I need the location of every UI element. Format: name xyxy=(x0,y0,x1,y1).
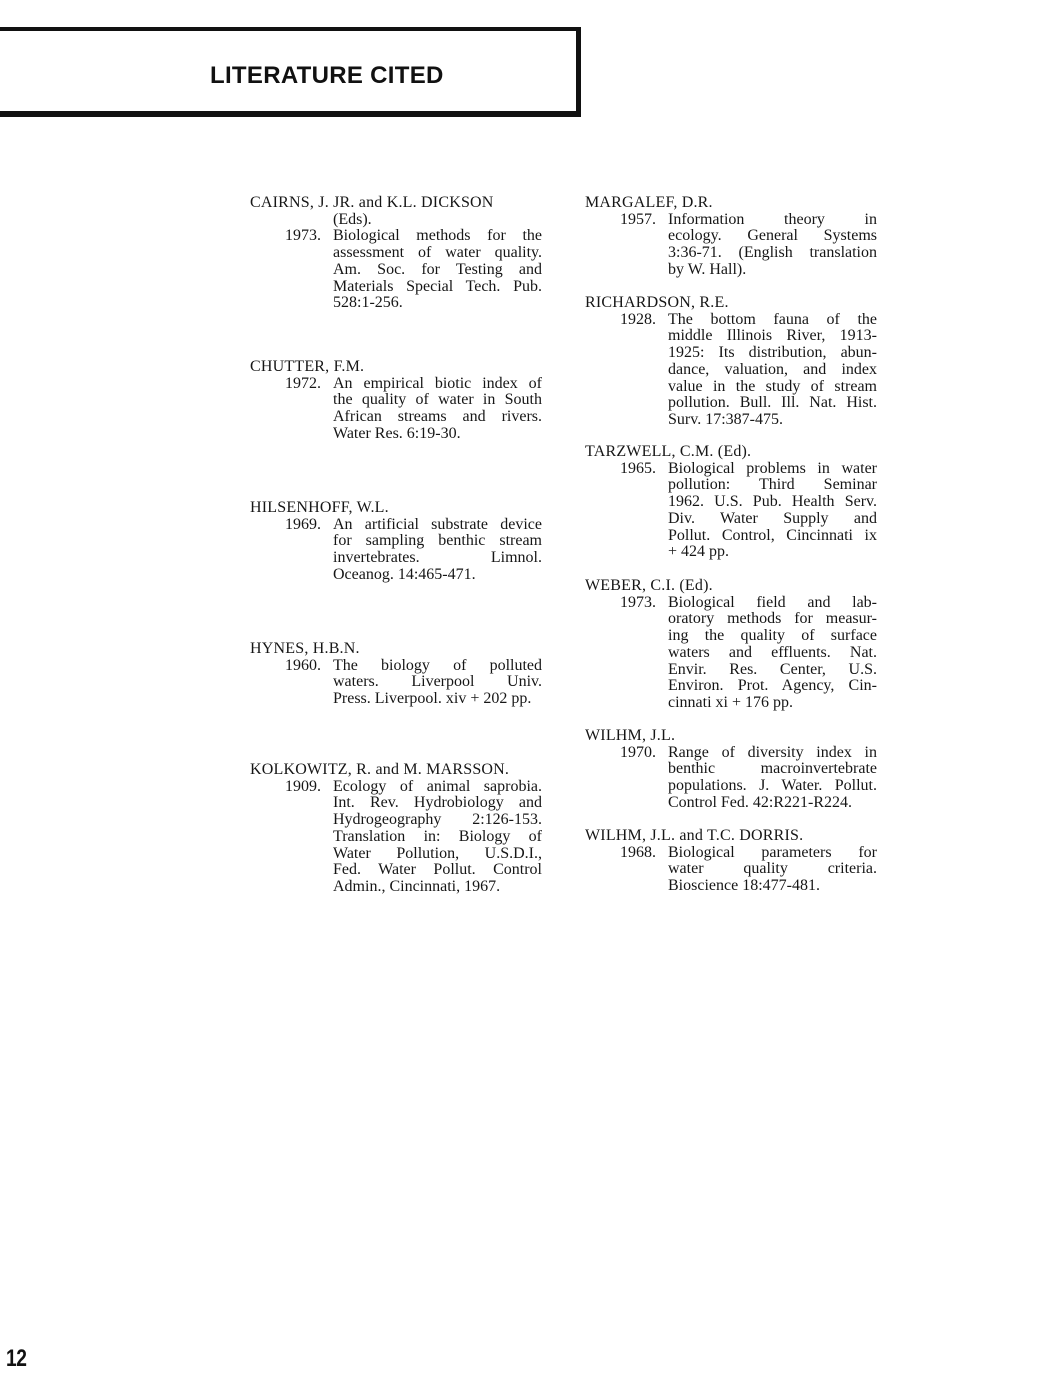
citation-line: the quality of water in South xyxy=(333,391,542,409)
reference-entry xyxy=(250,641,550,708)
reference-citation xyxy=(333,779,542,896)
citation-line: Oceanog. 14:465-471. xyxy=(333,565,476,583)
reference-year: 1960. xyxy=(285,656,321,674)
reference-entry xyxy=(250,359,550,443)
reference-entry xyxy=(585,828,885,895)
reference-author: KOLKOWITZ, R. and M. MARSSON. xyxy=(250,761,510,778)
reference-entry xyxy=(585,578,885,712)
citation-line: oratory methods for measur- xyxy=(668,610,877,628)
citation-line: populations. J. Water. Pollut. xyxy=(668,777,877,795)
citation-line: water quality criteria. xyxy=(668,860,877,878)
reference-citation xyxy=(333,517,542,584)
citation-line: ecology. General Systems xyxy=(668,227,877,245)
citation-line: Materials Special Tech. Pub. xyxy=(333,277,542,295)
citation-line: benthic macroinvertebrate xyxy=(668,760,877,778)
reference-author: MARGALEF, D.R. xyxy=(585,194,713,211)
citation-line: dance, valuation, and index xyxy=(668,360,877,378)
citation-line: pollution: Third Seminar xyxy=(668,476,877,494)
reference-year: 1973. xyxy=(285,227,321,245)
citation-line: Translation in: Biology of xyxy=(333,827,542,845)
reference-author: TARZWELL, C.M. (Ed). xyxy=(585,443,752,460)
reference-citation xyxy=(668,745,877,812)
citation-line: Envir. Res. Center, U.S. xyxy=(668,660,877,678)
reference-year: 1970. xyxy=(620,743,656,761)
citation-line: An empirical biotic index of xyxy=(333,374,542,392)
citation-line: value in the study of stream xyxy=(668,377,877,395)
citation-line: + 424 pp. xyxy=(668,543,730,561)
reference-entry xyxy=(585,295,885,429)
citation-line: by W. Hall). xyxy=(668,260,747,278)
citation-line: The biology of polluted xyxy=(333,656,542,674)
citation-line: African streams and rivers. xyxy=(333,408,542,426)
reference-citation xyxy=(333,376,542,443)
citation-line: Biological field and lab- xyxy=(668,593,877,611)
citation-line: pollution. Bull. Ill. Nat. Hist. xyxy=(668,394,877,412)
citation-line: Water Res. 6:19-30. xyxy=(333,424,461,442)
reference-year: 1965. xyxy=(620,459,656,477)
page-title: LITERATURE CITED xyxy=(210,62,444,89)
citation-line: Am. Soc. for Testing and xyxy=(333,260,542,278)
reference-author: CAIRNS, J. JR. and K.L. DICKSON xyxy=(250,194,494,211)
citation-line: 528:1-256. xyxy=(333,294,403,312)
reference-citation xyxy=(668,461,877,561)
citation-line: Bioscience 18:477-481. xyxy=(668,877,820,895)
citation-line: for sampling benthic stream xyxy=(333,532,542,550)
citation-line: The bottom fauna of the xyxy=(668,310,877,328)
reference-year: 1928. xyxy=(620,310,656,328)
page-number: 12 xyxy=(6,1345,27,1372)
citation-line: Biological problems in water xyxy=(668,459,877,477)
citation-line: middle Illinois River, 1913- xyxy=(668,327,877,345)
reference-citation xyxy=(333,228,542,312)
citation-line: waters and effluents. Nat. xyxy=(668,643,877,661)
citation-line: cinnati xi + 176 pp. xyxy=(668,693,794,711)
citation-line: Press. Liverpool. xiv + 202 pp. xyxy=(333,690,532,708)
reference-author-continuation: (Eds). xyxy=(333,210,372,228)
citation-line: Div. Water Supply and xyxy=(668,509,877,527)
reference-year: 1968. xyxy=(620,843,656,861)
citation-line: Int. Rev. Hydrobiology and xyxy=(333,794,542,812)
citation-line: Environ. Prot. Agency, Cin- xyxy=(668,677,877,695)
reference-author: CHUTTER, F.M. xyxy=(250,358,365,375)
reference-entry xyxy=(585,728,885,812)
citation-line: Admin., Cincinnati, 1967. xyxy=(333,877,501,895)
reference-citation xyxy=(668,212,877,279)
reference-author: WILHM, J.L. and T.C. DORRIS. xyxy=(585,827,804,844)
citation-line: ing the quality of surface xyxy=(668,627,877,645)
citation-line: Fed. Water Pollut. Control xyxy=(333,861,542,879)
reference-citation xyxy=(668,595,877,712)
citation-line: 1925: Its distribution, abun- xyxy=(668,344,877,362)
citation-line: Biological parameters for xyxy=(668,843,877,861)
reference-year: 1973. xyxy=(620,593,656,611)
reference-year: 1909. xyxy=(285,777,321,795)
reference-entry xyxy=(250,762,550,896)
reference-citation xyxy=(333,658,542,708)
citation-line: Range of diversity index in xyxy=(668,743,877,761)
citation-line: Ecology of animal saprobia. xyxy=(333,777,542,795)
citation-line: Water Pollution, U.S.D.I., xyxy=(333,844,542,862)
reference-citation xyxy=(668,845,877,895)
reference-year: 1969. xyxy=(285,515,321,533)
citation-line: Pollut. Control, Cincinnati ix xyxy=(668,526,877,544)
citation-line: invertebrates. Limnol. xyxy=(333,549,542,567)
reference-entry xyxy=(585,195,885,279)
reference-year: 1972. xyxy=(285,374,321,392)
reference-author: HYNES, H.B.N. xyxy=(250,640,360,657)
reference-entry xyxy=(250,195,550,312)
citation-line: An artificial substrate device xyxy=(333,515,542,533)
reference-author: HILSENHOFF, W.L. xyxy=(250,499,389,516)
reference-entry xyxy=(250,500,550,584)
reference-entry xyxy=(585,444,885,561)
citation-line: 1962. U.S. Pub. Health Serv. xyxy=(668,493,877,511)
reference-author: RICHARDSON, R.E. xyxy=(585,294,729,311)
citation-line: waters. Liverpool Univ. xyxy=(333,673,542,691)
reference-citation xyxy=(668,312,877,429)
citation-line: Control Fed. 42:R221-R224. xyxy=(668,793,853,811)
citation-line: Surv. 17:387-475. xyxy=(668,410,783,428)
citation-line: Information theory in xyxy=(668,210,877,228)
reference-author: WEBER, C.I. (Ed). xyxy=(585,577,713,594)
citation-line: Biological methods for the xyxy=(333,227,542,245)
citation-line: 3:36-71. (English translation xyxy=(668,244,877,262)
reference-author: WILHM, J.L. xyxy=(585,727,676,744)
citation-line: assessment of water quality. xyxy=(333,244,542,262)
reference-year: 1957. xyxy=(620,210,656,228)
citation-line: Hydrogeography 2:126-153. xyxy=(333,811,542,829)
